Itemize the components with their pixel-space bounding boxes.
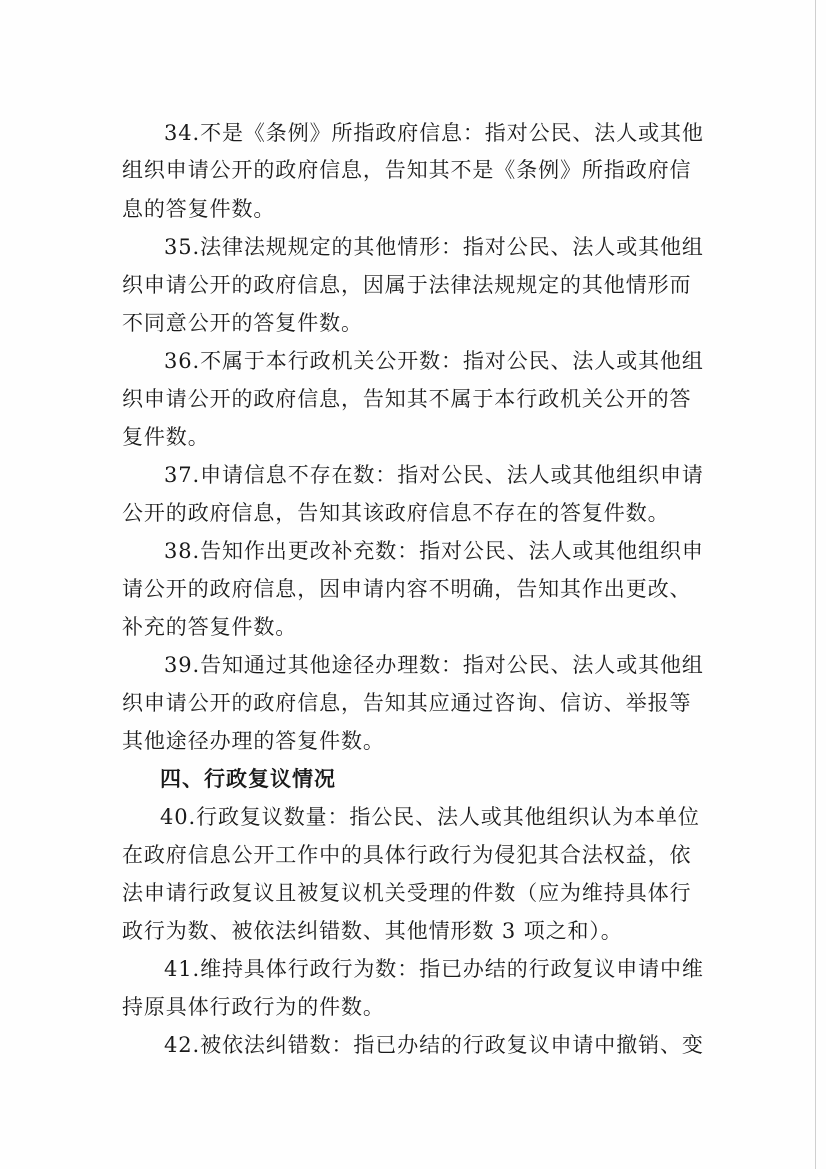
text-line: 请公开的政府信息，因申请内容不明确，告知其作出更改、	[122, 577, 692, 601]
text-line: 息的答复件数。	[122, 197, 276, 221]
text-line: 35.法律法规规定的其他情形：指对公民、法人或其他组	[164, 235, 704, 259]
text-line: 政行为数、被依法纠错数、其他情形数 3 项之和）。	[122, 919, 623, 943]
text-line: 36.不属于本行政机关公开数：指对公民、法人或其他组	[164, 349, 704, 373]
text-line: 39.告知通过其他途径办理数：指对公民、法人或其他组	[164, 653, 704, 677]
text-line: 补充的答复件数。	[122, 615, 298, 639]
text-line: 42.被依法纠错数：指已办结的行政复议申请中撤销、变	[164, 1033, 704, 1057]
text-line: 37.申请信息不存在数：指对公民、法人或其他组织申请	[164, 463, 704, 487]
text-line: 织申请公开的政府信息，告知其不属于本行政机关公开的答	[122, 387, 692, 411]
text-line: 不同意公开的答复件数。	[122, 311, 363, 335]
text-line: 持原具体行政行为的件数。	[122, 995, 385, 1019]
text-line: 公开的政府信息，告知其该政府信息不存在的答复件数。	[122, 501, 670, 525]
text-line: 在政府信息公开工作中的具体行政行为侵犯其合法权益，依	[122, 843, 692, 867]
text-line: 40.行政复议数量：指公民、法人或其他组织认为本单位	[160, 805, 700, 829]
text-line: 法申请行政复议且被复议机关受理的件数（应为维持具体行	[122, 881, 692, 905]
text-line: 织申请公开的政府信息，因属于法律法规规定的其他情形而	[122, 273, 692, 297]
text-line: 组织申请公开的政府信息，告知其不是《条例》所指政府信	[122, 158, 692, 182]
text-line: 复件数。	[122, 425, 210, 449]
section-heading: 四、行政复议情况	[160, 767, 336, 791]
text-line: 41.维持具体行政行为数：指已办结的行政复议申请中维	[164, 957, 704, 981]
text-line: 织申请公开的政府信息，告知其应通过咨询、信访、举报等	[122, 691, 692, 715]
text-line: 38.告知作出更改补充数：指对公民、法人或其他组织申	[164, 539, 704, 563]
text-line: 34.不是《条例》所指政府信息：指对公民、法人或其他	[164, 121, 704, 145]
text-line: 其他途径办理的答复件数。	[122, 729, 385, 753]
page-edge	[815, 0, 816, 1169]
